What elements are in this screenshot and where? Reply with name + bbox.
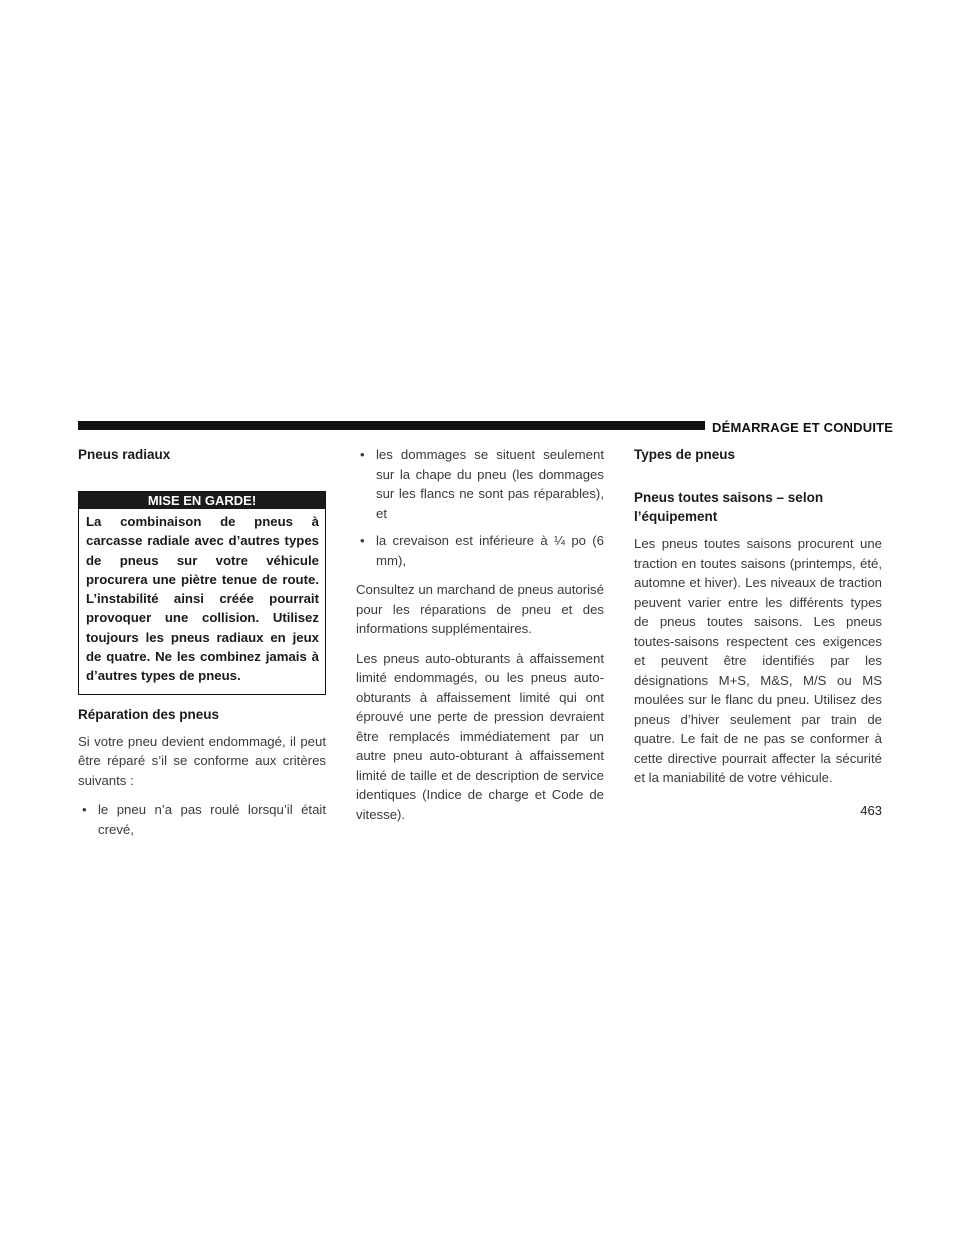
column-middle <box>356 445 604 834</box>
list-item-text: les dommages se situent seulement sur la chape du pneu (les dommages sur les flancs ne sont pas réparables), et <box>376 447 604 521</box>
heading-radial-tires: Pneus radiaux <box>78 447 171 462</box>
list-item <box>356 445 604 523</box>
repair-criteria-list <box>78 800 326 839</box>
bullet-icon: • <box>82 802 87 818</box>
list-item <box>78 800 326 839</box>
repair-criteria-list-continued <box>356 445 604 570</box>
bullet-icon: • <box>360 533 365 548</box>
heading-tire-types: Types de pneus <box>634 447 736 462</box>
list-item-text: la crevaison est inférieure à ¼ po (6 mm), <box>376 533 604 568</box>
bullet-icon: • <box>360 447 365 462</box>
list-item-text: le pneu n’a pas roulé lorsqu’il était crevé, <box>98 802 326 837</box>
warning-body: La combinaison de pneus à carcasse radiale avec d’autres types de pneus sur votre véhicule procurera une piètre tenue de route. L’instabilité ainsi créée pourrait provoquer une collision. Utilisez toujours les pneus radiaux en jeux de quatre. Ne les combinez jamais à d’autres types de pneus. <box>86 514 319 684</box>
header-rule <box>78 421 705 430</box>
heading-all-season: Pneus toutes saisons – selon l’équipement <box>634 490 824 524</box>
warning-box <box>78 491 326 695</box>
page-number: 463 <box>860 803 882 818</box>
paragraph-dealer: Consultez un marchand de pneus autorisé pour les réparations de pneu et des informations supplémentaires. <box>356 582 604 636</box>
repair-intro: Si votre pneu devient endommagé, il peut être réparé s’il se conforme aux critères suivants : <box>78 733 326 788</box>
section-title: DÉMARRAGE ET CONDUITE <box>712 420 894 435</box>
paragraph-all-season: Les pneus toutes saisons procurent une traction en toutes saisons (printemps, été, automne et hiver). Les niveaux de traction peuvent varier entre les différents types de pneus toutes saisons. Les pneus toutes-saisons respectent ces exigences et peuvent être identifiés par les désignations M+S, M&S, M/S ou MS moulées sur le flanc du pneu. Utilisez des pneus d’hiver seulement par train de quatre. Le fait de ne pas se conformer à cette directive pourrait affecter la sécurité et la maniabilité de votre véhicule. <box>634 536 882 785</box>
list-item <box>356 531 604 570</box>
column-right <box>634 445 882 798</box>
column-left <box>78 445 326 849</box>
heading-tire-repair: Réparation des pneus <box>78 706 220 722</box>
warning-title: MISE EN GARDE! <box>79 492 325 509</box>
paragraph-self-sealing: Les pneus auto-obturants à affaissement limité endommagés, ou les pneus auto-obturants à affaissement limité qui ont éprouvé une perte de pression devraient être remplacés immédiatement par un autre pneu auto-obturant à affaissement limité de taille et de description de service identiques (Indice de charge et Code de vitesse). <box>356 650 604 822</box>
